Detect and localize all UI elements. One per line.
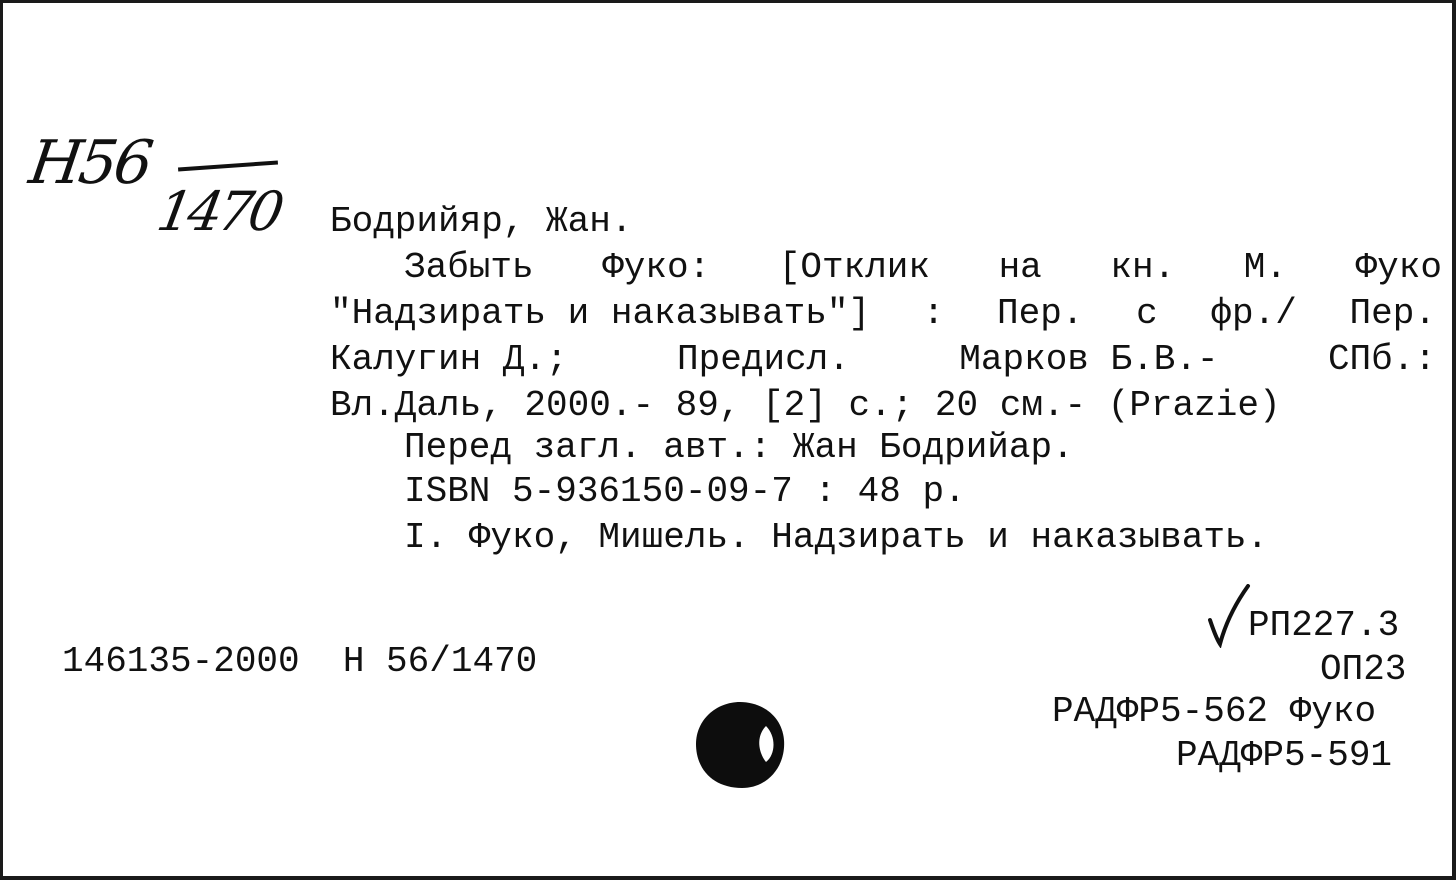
word: с <box>1136 293 1158 334</box>
class-code-2: ОП23 <box>1320 649 1407 690</box>
tracing-line: I. Фуко, Мишель. Надзирать и наказывать. <box>404 517 1269 558</box>
inventory-number: 146135-2000 Н 56/1470 <box>62 641 538 682</box>
card-border-left <box>0 0 3 880</box>
title-line-1 <box>404 246 1442 290</box>
word: Фуко: <box>602 247 711 288</box>
word: М. <box>1243 247 1287 288</box>
handwritten-checkmark <box>1208 584 1252 653</box>
title-line-2 <box>330 292 1436 336</box>
class-code-4: РАДФР5-591 <box>1176 735 1393 776</box>
word: Марков Б.В.- <box>959 339 1219 380</box>
word: [Отклик <box>778 247 931 288</box>
class-code-1: РП227.3 <box>1248 605 1400 646</box>
class-code-3: РАДФР5-562 Фуко <box>1052 691 1377 732</box>
card-border-right <box>1452 0 1456 880</box>
word: кн. <box>1110 247 1176 288</box>
author-note: Перед загл. авт.: Жан Бодрийар. <box>404 427 1074 468</box>
word: Предисл. <box>677 339 850 380</box>
word: фр./ <box>1210 293 1297 334</box>
card-border-top <box>0 0 1456 3</box>
word: на <box>998 247 1042 288</box>
word: Фуко <box>1355 247 1442 288</box>
word: СПб.: <box>1327 339 1436 380</box>
shelfmark-divider <box>178 161 278 172</box>
word: Забыть <box>404 247 534 288</box>
word: "Надзирать и наказывать"] <box>330 293 871 334</box>
word: Калугин Д.; <box>330 339 568 380</box>
shelfmark-sub: 1470 <box>152 180 285 243</box>
shelfmark-main: Н56 <box>25 128 155 198</box>
word: : <box>922 293 945 334</box>
card-border-bottom <box>0 876 1456 880</box>
word: Пер. <box>1349 293 1436 334</box>
imprint-line: Вл.Даль, 2000.- 89, [2] с.; 20 см.- (Prazie) <box>330 385 1281 426</box>
title-line-3 <box>330 338 1436 382</box>
author-heading: Бодрийяр, Жан. <box>330 201 633 242</box>
isbn-line: ISBN 5-936150-09-7 : 48 р. <box>404 471 966 512</box>
punch-hole-blot <box>692 696 788 792</box>
word: Пер. <box>997 293 1084 334</box>
